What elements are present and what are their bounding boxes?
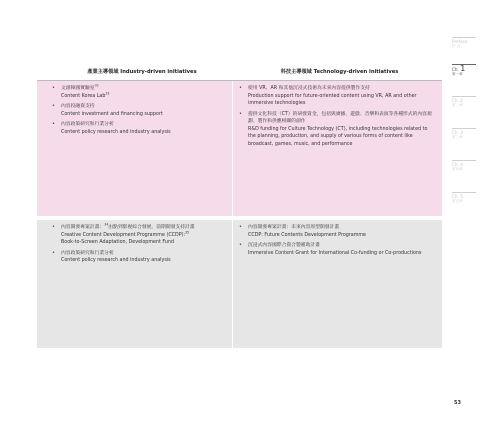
nav-item-ch2[interactable] <box>452 96 476 108</box>
item-en: Content policy research and industry analysis <box>61 129 171 135</box>
item-zh: • 內容開發專案計畫：未來內容原型開發計畫 <box>248 225 340 230</box>
item-zh-cont: 由點到影視綜合發展、前期開發支持計畫 <box>108 225 195 230</box>
nav-label: Ch. 3 <box>452 130 463 135</box>
list-item <box>52 250 228 265</box>
item-zh: 文創韓國實驗室 <box>61 86 95 91</box>
nav-number: 1 <box>460 64 466 73</box>
item-zh: 內容開發專案計畫： <box>61 225 105 230</box>
item-zh: • 內容投融資支持 <box>61 104 95 109</box>
nav-item-ch1[interactable] <box>452 64 476 77</box>
nav-item-ch3[interactable] <box>452 128 476 140</box>
item-en: Immersive Content Grant for International Co-funding or Co-productions <box>248 250 422 256</box>
nav-label: Ch. 2 <box>452 98 463 103</box>
item-en: Production support for future-oriented content using VR, AR and other immersive technologies <box>248 93 417 106</box>
item-zh: • 內容政策研究和行業分析 <box>61 122 114 127</box>
list-item <box>239 85 436 108</box>
industry-cell <box>37 81 233 216</box>
page-number: 53 <box>454 400 461 406</box>
list-item <box>52 103 228 118</box>
nav-label: Ch. 4 <box>452 162 463 167</box>
item-en-cont: Book-to-Screen Adaptation, Development Fund <box>61 240 175 245</box>
header-industry-driven: 產業主導領域 Industry-driven initiatives <box>87 69 197 75</box>
list-item <box>239 224 436 239</box>
table-row <box>37 220 442 348</box>
footnote-ref: 34 <box>104 222 109 227</box>
nav-item-ch5[interactable] <box>452 192 476 204</box>
table-row <box>37 81 442 216</box>
item-zh: • 使用 VR、AR 和其他沉浸式技術為未來內容提供製作支持 <box>248 86 370 91</box>
nav-sub: 第五章 <box>452 199 463 203</box>
nav-sub: 第二章 <box>452 103 463 107</box>
industry-cell <box>37 220 233 348</box>
footnote-ref: 35 <box>185 229 190 234</box>
header-technology-driven: 科技主導領域 Technology-driven initiatives <box>280 69 399 75</box>
list-item <box>52 85 228 100</box>
nav-sub: 第四章 <box>452 167 463 171</box>
item-en: Content Korea Lab <box>61 93 106 99</box>
list-item <box>239 242 436 257</box>
list-item <box>52 224 228 247</box>
item-zh: • 沉浸式內容國際合資合製補助計畫 <box>248 243 320 248</box>
technology-cell <box>233 81 442 216</box>
list-item <box>52 121 228 136</box>
chapter-nav <box>452 0 480 424</box>
footnote-ref: 33 <box>105 90 110 95</box>
nav-label: Ch. <box>452 67 459 72</box>
item-zh: • 提供文化科技（CT）的研發資金，包括與廣播、遊戲、音樂和表演等各種形式的內容規劃、製作和供應相關的創作 <box>248 111 432 124</box>
item-en: CCDP: Future Contents Development Programme <box>248 232 367 238</box>
nav-label: Preface <box>452 39 468 44</box>
list-item <box>239 111 436 149</box>
item-en: Creative Content Development Programme (CCDP): <box>61 232 186 238</box>
table-header <box>37 64 442 81</box>
nav-item-preface[interactable] <box>452 37 476 49</box>
nav-sub: 第一章 <box>452 72 463 76</box>
item-zh: • 內容政策研究和行業分析 <box>61 250 114 256</box>
nav-label: Ch. 5 <box>452 194 463 199</box>
item-en: Content investment and financing support <box>61 111 163 117</box>
footnote-ref: 32 <box>94 83 99 88</box>
nav-sub: 第三章 <box>452 135 463 139</box>
nav-sub: 序 言 <box>452 44 461 48</box>
item-en: R&D funding for Culture Technology (CT), including technologies related to the planning, production, and supply of various forms of content like broadcast, games, music, and performance <box>248 126 428 147</box>
technology-cell <box>233 220 442 348</box>
nav-item-ch4[interactable] <box>452 160 476 172</box>
item-en: Content policy research and industry analysis <box>61 258 171 263</box>
